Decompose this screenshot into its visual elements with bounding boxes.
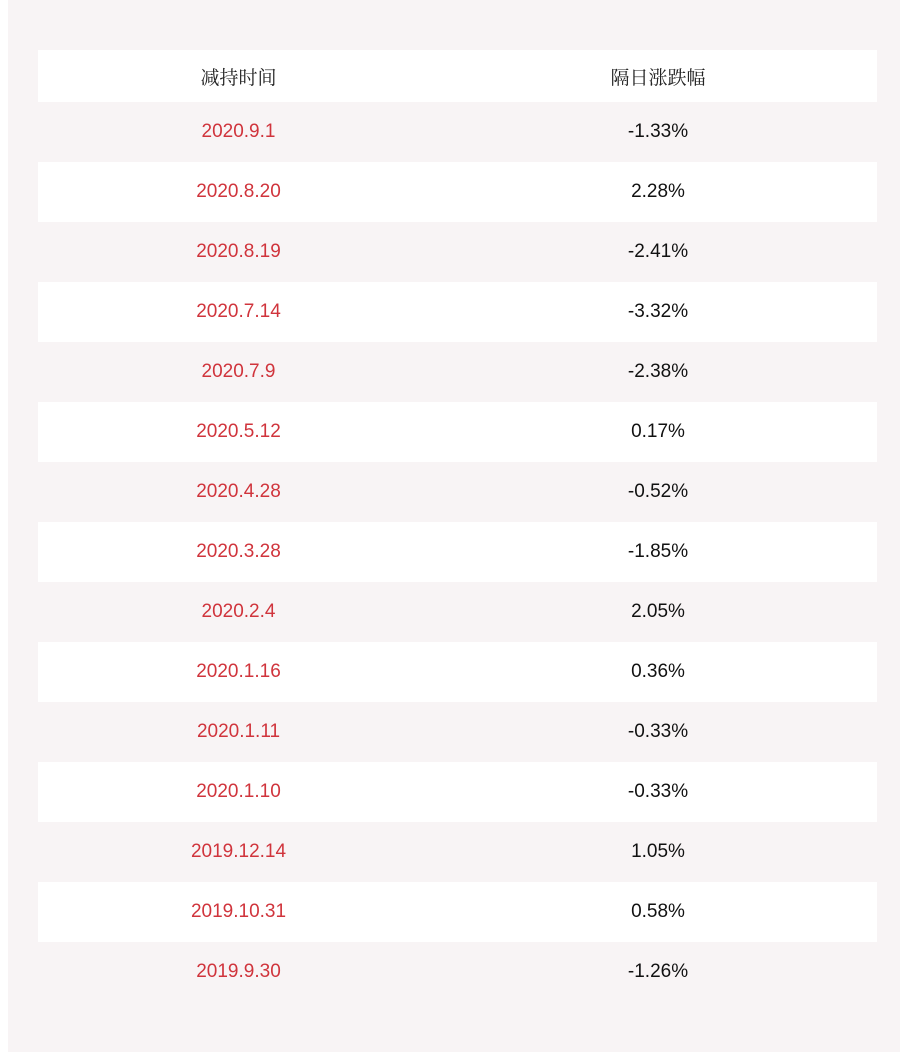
header-change: 隔日涨跌幅	[610, 66, 706, 89]
change-cell: -0.33%	[627, 781, 689, 802]
table-row	[38, 942, 877, 1002]
date-cell: 2020.5.12	[196, 421, 281, 442]
table-row	[38, 642, 877, 702]
table-row	[38, 582, 877, 642]
table-header	[38, 50, 877, 102]
date-cell: 2020.9.1	[201, 121, 276, 142]
date-cell: 2020.2.4	[201, 601, 276, 622]
table-row	[38, 522, 877, 582]
change-cell: -0.52%	[627, 481, 689, 502]
table-card	[8, 0, 900, 1052]
change-cell: 0.17%	[631, 421, 685, 442]
date-cell: 2020.7.14	[196, 301, 281, 322]
date-cell: 2019.10.31	[190, 901, 287, 922]
date-cell: 2020.1.16	[196, 661, 281, 682]
table-row	[38, 282, 877, 342]
change-cell: 2.05%	[631, 601, 685, 622]
date-cell: 2020.7.9	[201, 361, 276, 382]
date-cell: 2020.1.10	[196, 781, 281, 802]
change-cell: -3.32%	[627, 301, 689, 322]
table-row	[38, 402, 877, 462]
date-cell: 2019.9.30	[196, 961, 281, 982]
change-cell: -0.33%	[627, 721, 689, 742]
reduction-table	[38, 50, 877, 1002]
change-cell: -1.33%	[627, 121, 689, 142]
table-row	[38, 882, 877, 942]
table-row	[38, 462, 877, 522]
table-row	[38, 342, 877, 402]
date-cell: 2020.8.19	[196, 241, 281, 262]
change-cell: 2.28%	[631, 181, 685, 202]
change-cell: 1.05%	[631, 841, 685, 862]
change-cell: -2.38%	[627, 361, 689, 382]
date-cell: 2019.12.14	[190, 841, 287, 862]
date-cell: 2020.8.20	[196, 181, 281, 202]
date-cell: 2020.4.28	[196, 481, 281, 502]
header-date: 减持时间	[200, 66, 277, 89]
date-cell: 2020.3.28	[196, 541, 281, 562]
change-cell: -2.41%	[627, 241, 689, 262]
change-cell: -1.26%	[627, 961, 689, 982]
table-row	[38, 162, 877, 222]
change-cell: -1.85%	[627, 541, 689, 562]
table-row	[38, 222, 877, 282]
table-row	[38, 822, 877, 882]
table-row	[38, 102, 877, 162]
table-row	[38, 762, 877, 822]
table-row	[38, 702, 877, 762]
change-cell: 0.58%	[631, 901, 685, 922]
change-cell: 0.36%	[631, 661, 685, 682]
date-cell: 2020.1.11	[196, 721, 281, 742]
